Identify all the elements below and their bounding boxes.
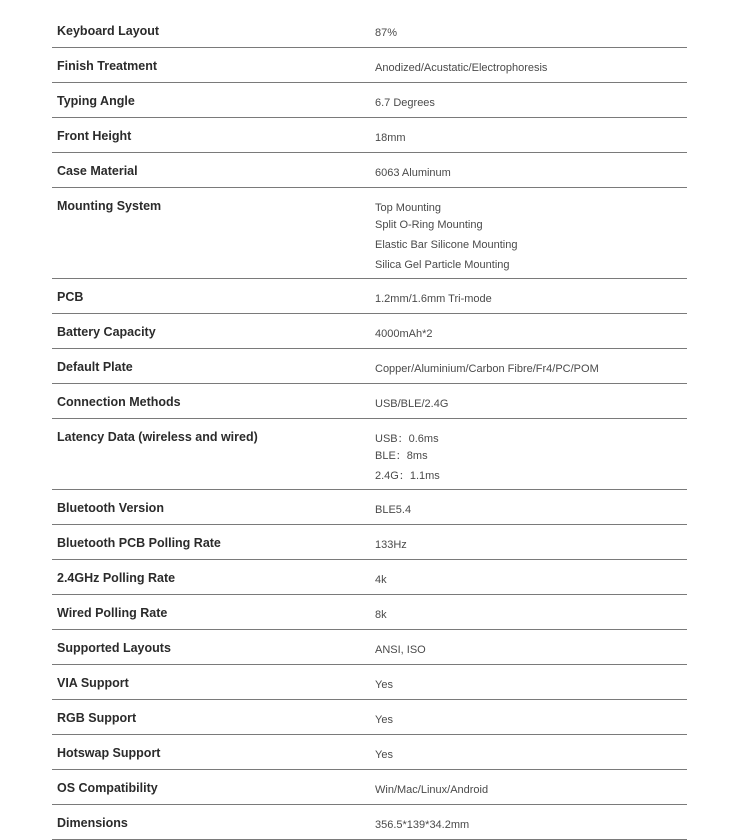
spec-value: USB：0.6ms — [375, 433, 439, 445]
spec-value: 8k — [375, 609, 387, 621]
spec-row — [52, 48, 687, 83]
spec-values — [375, 640, 687, 658]
spec-row — [52, 188, 687, 279]
spec-value: Elastic Bar Silicone Mounting — [375, 239, 518, 251]
spec-row — [52, 560, 687, 595]
spec-value: 133Hz — [375, 539, 407, 551]
spec-values — [375, 93, 687, 111]
spec-value: 2.4G：1.1ms — [375, 470, 440, 482]
spec-value: BLE：8ms — [375, 450, 428, 462]
spec-row — [52, 630, 687, 665]
spec-label: Bluetooth PCB Polling Rate — [57, 536, 221, 550]
spec-label: Connection Methods — [57, 395, 181, 409]
spec-values — [375, 394, 687, 412]
spec-value: 6.7 Degrees — [375, 97, 435, 109]
spec-value: Split O-Ring Mounting — [375, 219, 483, 231]
spec-label: Latency Data (wireless and wired) — [57, 430, 258, 444]
spec-label: Mounting System — [57, 199, 162, 213]
spec-values — [375, 535, 687, 553]
spec-label: 2.4GHz Polling Rate — [57, 571, 176, 585]
spec-value: 18mm — [375, 132, 406, 144]
spec-label: Finish Treatment — [57, 59, 158, 73]
spec-value: 1.2mm/1.6mm Tri-mode — [375, 293, 492, 305]
spec-table — [52, 13, 687, 840]
spec-values — [375, 163, 687, 181]
spec-value: 6063 Aluminum — [375, 167, 451, 179]
spec-value: Yes — [375, 714, 393, 726]
spec-label: Keyboard Layout — [57, 24, 160, 38]
spec-label: Default Plate — [57, 360, 133, 374]
spec-row — [52, 83, 687, 118]
spec-value: BLE5.4 — [375, 504, 412, 516]
spec-values — [375, 23, 687, 41]
spec-row — [52, 384, 687, 419]
spec-label: Hotswap Support — [57, 746, 161, 760]
spec-row — [52, 735, 687, 770]
spec-label: Battery Capacity — [57, 325, 156, 339]
spec-row — [52, 419, 687, 490]
spec-values — [375, 324, 687, 342]
spec-values — [375, 745, 687, 763]
spec-value: Yes — [375, 679, 393, 691]
spec-label: Bluetooth Version — [57, 501, 164, 515]
spec-label: Front Height — [57, 129, 132, 143]
spec-row — [52, 490, 687, 525]
spec-label: RGB Support — [57, 711, 137, 725]
spec-row — [52, 595, 687, 630]
spec-label: Typing Angle — [57, 94, 135, 108]
spec-values — [375, 710, 687, 728]
spec-value: Anodized/Acustatic/Electrophoresis — [375, 62, 548, 74]
spec-label: Dimensions — [57, 816, 128, 830]
spec-label: Supported Layouts — [57, 641, 171, 655]
spec-values — [375, 429, 687, 487]
spec-value: Yes — [375, 749, 393, 761]
spec-label: PCB — [57, 290, 84, 304]
spec-value: ANSI, ISO — [375, 644, 426, 656]
spec-label: VIA Support — [57, 676, 129, 690]
spec-values — [375, 128, 687, 146]
spec-row — [52, 805, 687, 840]
spec-values — [375, 605, 687, 623]
spec-row — [52, 153, 687, 188]
spec-row — [52, 770, 687, 805]
spec-value: Silica Gel Particle Mounting — [375, 259, 510, 271]
spec-values — [375, 780, 687, 798]
spec-values — [375, 359, 687, 377]
spec-row — [52, 665, 687, 700]
spec-value: 87% — [375, 27, 398, 39]
spec-values — [375, 289, 687, 307]
spec-value: 4k — [375, 574, 387, 586]
spec-row — [52, 349, 687, 384]
spec-values — [375, 500, 687, 518]
spec-row — [52, 279, 687, 314]
spec-value: Copper/Aluminium/Carbon Fibre/Fr4/PC/POM — [375, 363, 599, 375]
spec-row — [52, 13, 687, 48]
spec-values — [375, 198, 687, 276]
spec-values — [375, 815, 687, 833]
spec-value: USB/BLE/2.4G — [375, 398, 449, 410]
spec-row — [52, 700, 687, 735]
spec-row — [52, 314, 687, 349]
spec-label: Wired Polling Rate — [57, 606, 168, 620]
spec-label: OS Compatibility — [57, 781, 158, 795]
spec-values — [375, 675, 687, 693]
spec-values — [375, 570, 687, 588]
spec-value: Win/Mac/Linux/Android — [375, 784, 489, 796]
spec-value: Top Mounting — [375, 202, 442, 214]
spec-row — [52, 525, 687, 560]
spec-value: 356.5*139*34.2mm — [375, 819, 470, 831]
spec-value: 4000mAh*2 — [375, 328, 433, 340]
spec-label: Case Material — [57, 164, 138, 178]
spec-values — [375, 58, 687, 76]
spec-row — [52, 118, 687, 153]
